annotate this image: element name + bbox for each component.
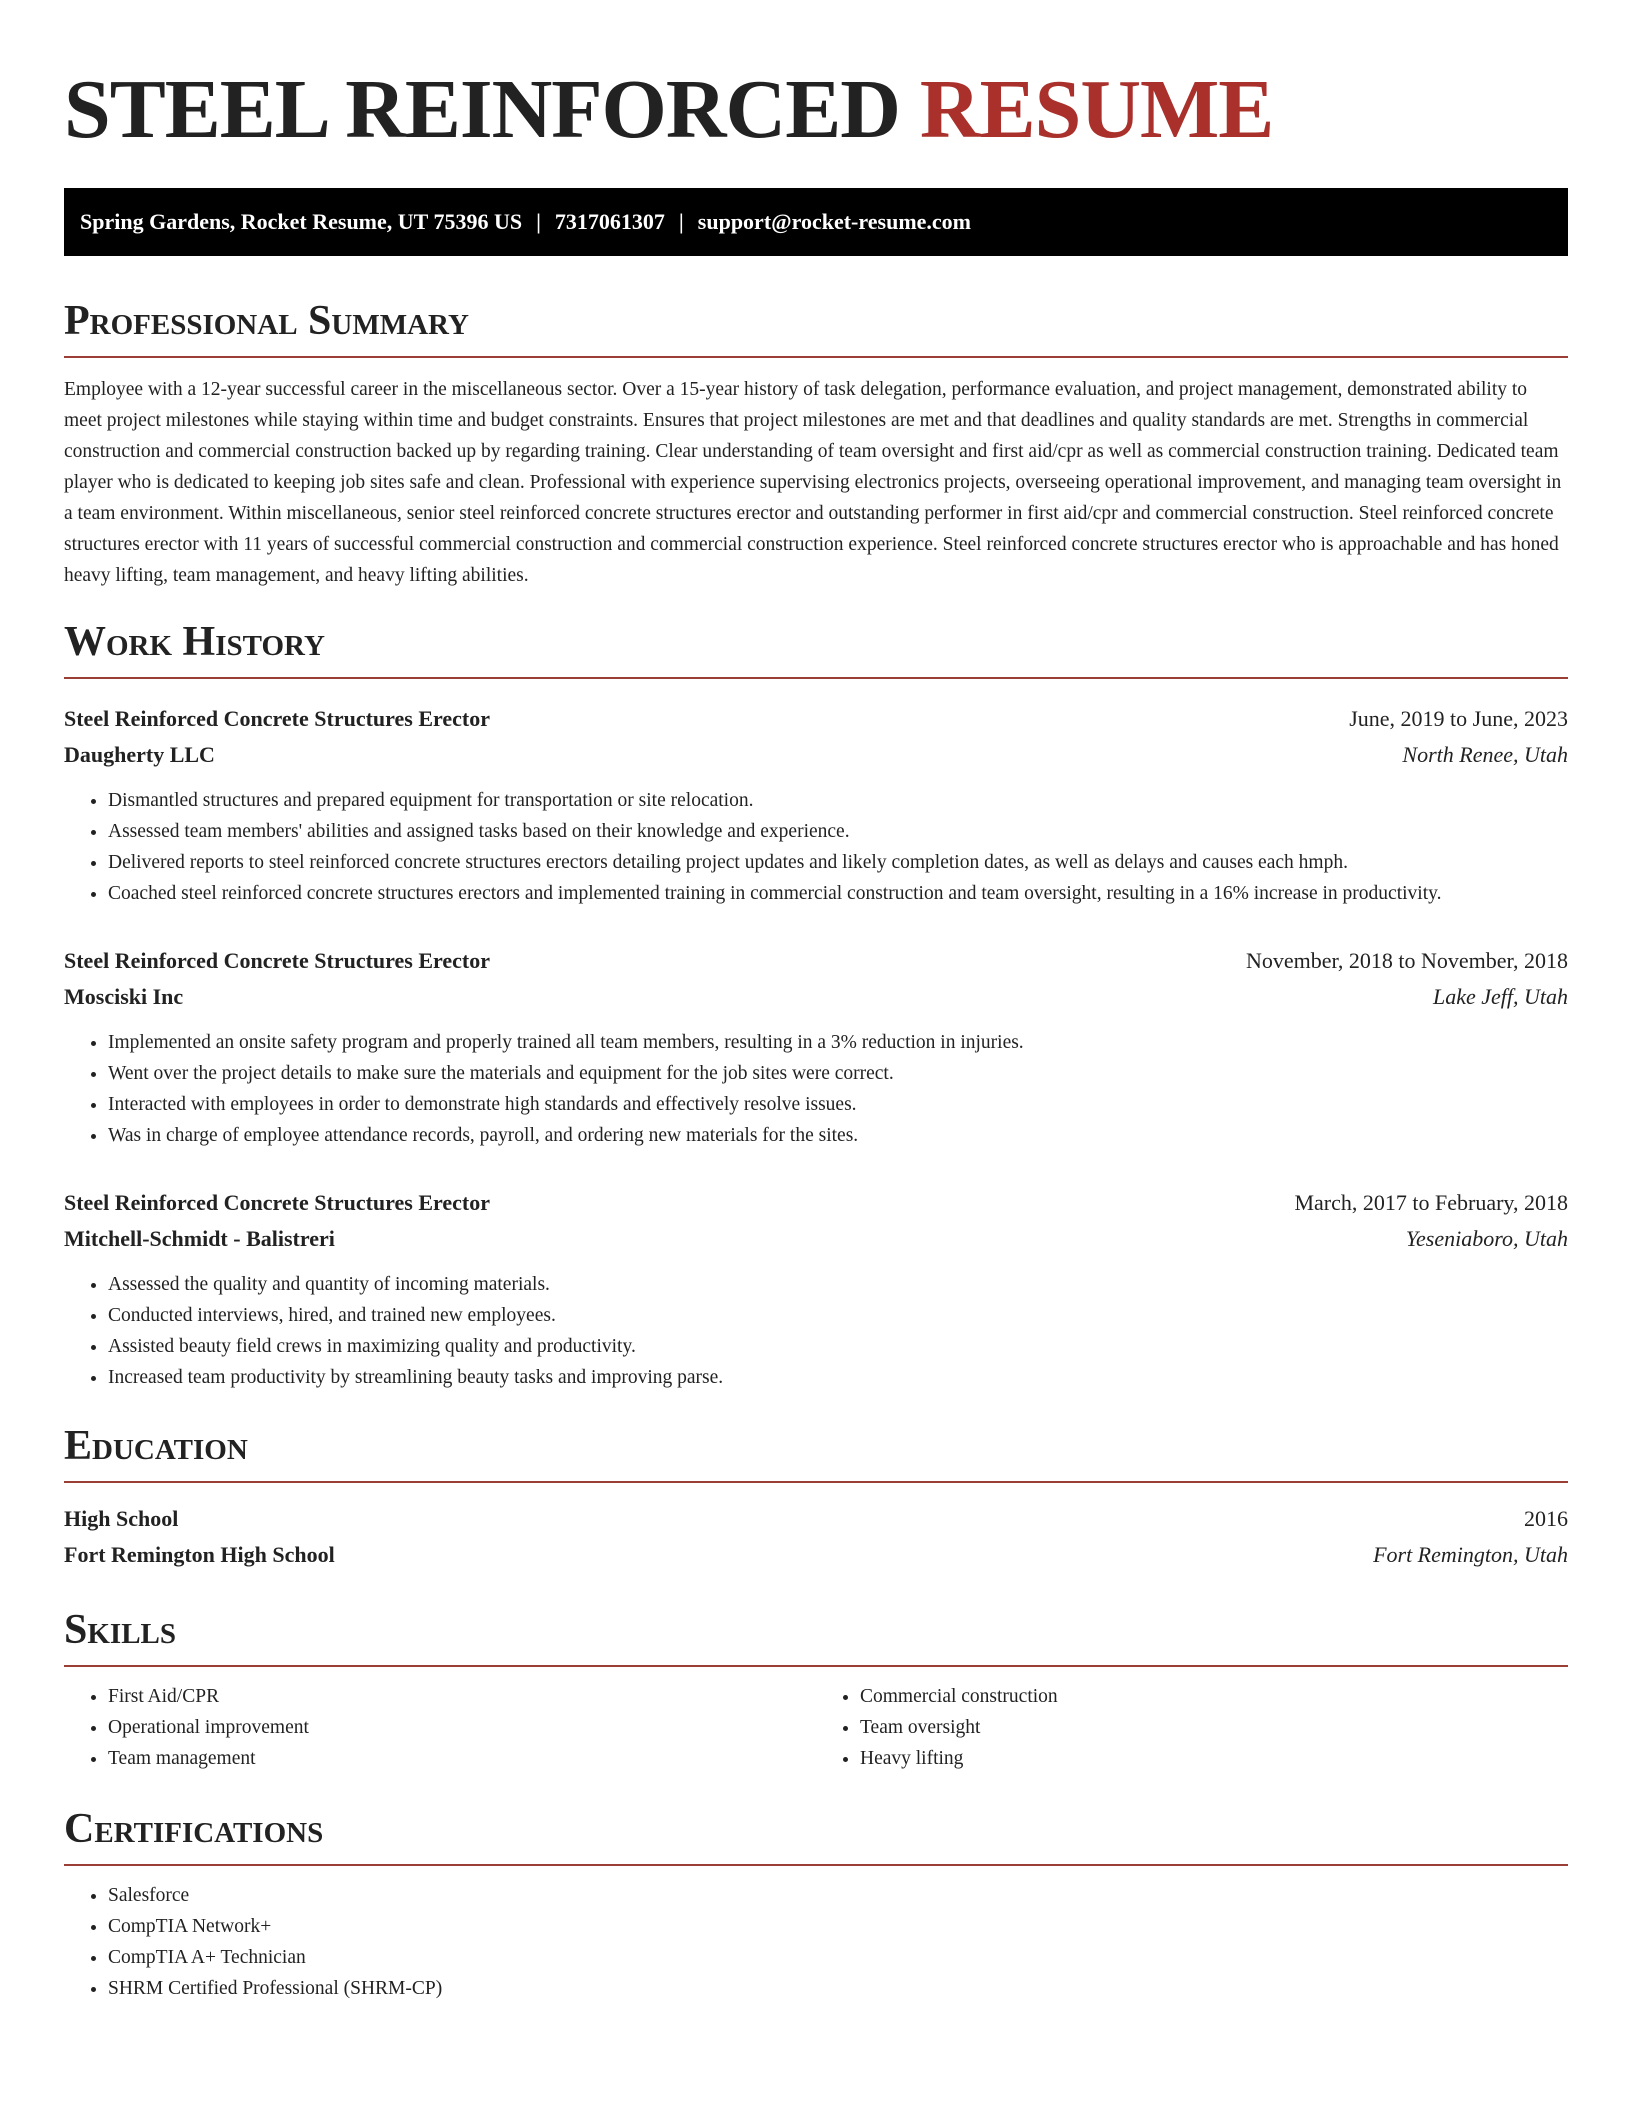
skills-section — [64, 1609, 1568, 1774]
job-title: Steel Reinforced Concrete Structures Erector — [64, 706, 491, 731]
contact-address: Spring Gardens, Rocket Resume, UT 75396 US — [80, 209, 523, 234]
job-bullet: • Dismantled structures and prepared equipment for transportation or site relocation. — [108, 785, 1568, 816]
job-location: North Renee, Utah — [1402, 742, 1568, 767]
name-last: RESUME — [919, 63, 1274, 156]
skill-item: • Operational improvement — [108, 1712, 816, 1743]
job-entry — [64, 1185, 1568, 1393]
education-heading: Education — [64, 1425, 1568, 1483]
job-dates: March, 2017 to February, 2018 — [1294, 1190, 1568, 1215]
contact-email: support@rocket-resume.com — [697, 209, 971, 234]
job-company: Daugherty LLC — [64, 742, 215, 767]
job-company-row — [64, 737, 1568, 773]
job-title: Steel Reinforced Concrete Structures Erector — [64, 948, 491, 973]
certifications-heading: Certifications — [64, 1808, 1568, 1866]
skill-item: • First Aid/CPR — [108, 1681, 816, 1712]
job-bullet: • Conducted interviews, hired, and trained new employees. — [108, 1300, 1568, 1331]
job-dates: November, 2018 to November, 2018 — [1245, 948, 1568, 973]
contact-separator: | — [536, 209, 541, 234]
job-company-row — [64, 1221, 1568, 1257]
job-bullet: • Coached steel reinforced concrete structures erectors and implemented training in commercial construction and team oversight, resulting in a 16% increase in productivity. — [108, 878, 1568, 909]
certifications-list-wrap — [64, 1880, 1568, 2004]
certification-item: • CompTIA Network+ — [108, 1911, 1568, 1942]
job-company: Mitchell-Schmidt - Balistreri — [64, 1226, 335, 1251]
job-title-row — [64, 701, 1568, 737]
education-entry — [64, 1501, 1568, 1573]
job-bullets — [64, 785, 1568, 909]
skills-heading: Skills — [64, 1609, 1568, 1667]
job-bullets — [64, 1269, 1568, 1393]
education-school-row — [64, 1537, 1568, 1573]
job-bullet: • Increased team productivity by streamlining beauty tasks and improving parse. — [108, 1362, 1568, 1393]
skill-item: • Team oversight — [860, 1712, 1568, 1743]
education-year: 2016 — [1524, 1506, 1568, 1531]
job-bullet: • Was in charge of employee attendance records, payroll, and ordering new materials for the sites. — [108, 1120, 1568, 1151]
education-school: Fort Remington High School — [64, 1542, 335, 1567]
job-entry — [64, 943, 1568, 1151]
job-title-row — [64, 1185, 1568, 1221]
certifications-list — [64, 1880, 1568, 2004]
job-bullet: • Assessed team members' abilities and assigned tasks based on their knowledge and experience. — [108, 816, 1568, 847]
resume-name — [64, 63, 1568, 156]
education-location: Fort Remington, Utah — [1373, 1542, 1568, 1567]
skill-item: • Heavy lifting — [860, 1743, 1568, 1774]
job-title: Steel Reinforced Concrete Structures Erector — [64, 1190, 491, 1215]
skill-item: • Commercial construction — [860, 1681, 1568, 1712]
contact-phone: 7317061307 — [554, 209, 665, 234]
work-history-section — [64, 621, 1568, 1393]
job-bullet: • Delivered reports to steel reinforced concrete structures erectors detailing project updates and likely completion dates, as well as delays and causes each hmph. — [108, 847, 1568, 878]
job-bullet: • Assessed the quality and quantity of incoming materials. — [108, 1269, 1568, 1300]
education-section — [64, 1425, 1568, 1573]
job-title-row — [64, 943, 1568, 979]
certification-item: • Salesforce — [108, 1880, 1568, 1911]
job-entry — [64, 701, 1568, 909]
job-location: Yeseniaboro, Utah — [1405, 1226, 1568, 1251]
summary-section — [64, 300, 1568, 591]
job-company: Mosciski Inc — [64, 984, 184, 1009]
certification-item: • CompTIA A+ Technician — [108, 1942, 1568, 1973]
skills-columns — [64, 1681, 1568, 1774]
name-first: STEEL REINFORCED — [64, 63, 900, 156]
job-bullet: • Assisted beauty field crews in maximizing quality and productivity. — [108, 1331, 1568, 1362]
job-company-row — [64, 979, 1568, 1015]
work-history-heading: Work History — [64, 621, 1568, 679]
summary-heading: Professional Summary — [64, 300, 1568, 358]
job-bullets — [64, 1027, 1568, 1151]
skills-list-left — [64, 1681, 816, 1774]
skills-list-right — [816, 1681, 1568, 1774]
job-bullet: • Went over the project details to make sure the materials and equipment for the job sites were correct. — [108, 1058, 1568, 1089]
summary-text: Employee with a 12-year successful career in the miscellaneous sector. Over a 15-year history of task delegation, performance evaluation, and project management, demonstrated ability to meet project milestones while staying within time and budget constraints. Ensures that project milestones are met and that deadlines and quality standards are met. Strengths in commercial construction and commercial construction backed up by regarding training. Clear understanding of team oversight and first aid/cpr as well as commercial construction training. Dedicated team player who is dedicated to keeping job sites safe and clean. Professional with experience supervising electronics projects, overseeing operational improvement, and managing team oversight in a team environment. Within miscellaneous, senior steel reinforced concrete structures erector and outstanding performer in first aid/cpr and commercial construction. Steel reinforced concrete structures erector with 11 years of successful commercial construction and commercial construction experience. Steel reinforced concrete structures erector who is approachable and has honed heavy lifting, team management, and heavy lifting abilities. — [64, 379, 1562, 586]
certifications-section — [64, 1808, 1568, 2004]
skill-item: • Team management — [108, 1743, 816, 1774]
contact-bar — [64, 188, 1568, 256]
education-degree: High School — [64, 1506, 179, 1531]
education-degree-row — [64, 1501, 1568, 1537]
contact-separator: | — [678, 209, 684, 234]
certification-item: • SHRM Certified Professional (SHRM-CP) — [108, 1973, 1568, 2004]
job-bullet: • Interacted with employees in order to demonstrate high standards and effectively resolve issues. — [108, 1089, 1568, 1120]
job-bullet: • Implemented an onsite safety program and properly trained all team members, resulting in a 3% reduction in injuries. — [108, 1027, 1568, 1058]
job-location: Lake Jeff, Utah — [1432, 984, 1568, 1009]
job-dates: June, 2019 to June, 2023 — [1349, 706, 1568, 731]
